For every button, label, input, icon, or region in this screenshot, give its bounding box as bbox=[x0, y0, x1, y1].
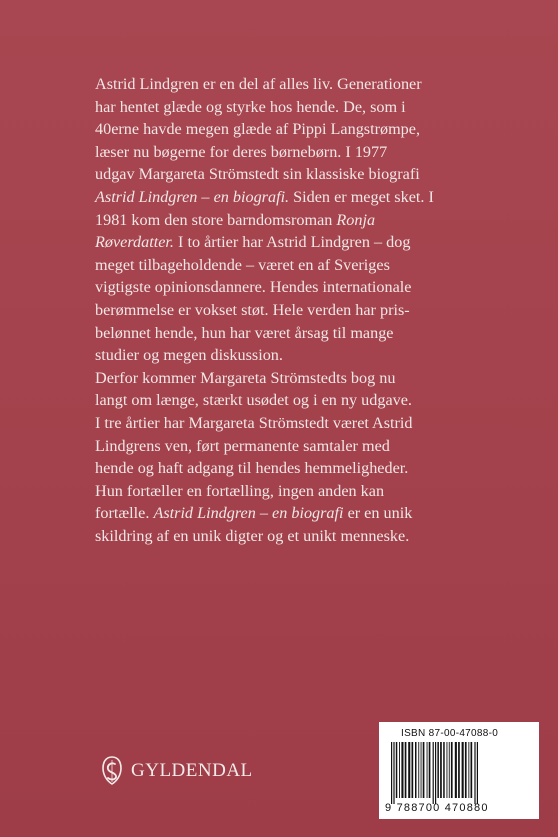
barcode-bar bbox=[455, 742, 457, 798]
ean-number: 9 788700 470880 bbox=[385, 802, 489, 814]
novel-title-italic: Ronja bbox=[336, 210, 376, 229]
barcode-bar bbox=[393, 742, 394, 804]
blurb-text: Siden er meget sket. I bbox=[289, 187, 434, 206]
blurb-line: Astrid Lindgren er en del af alles liv. Generationer bbox=[95, 75, 422, 93]
blurb-line bbox=[95, 231, 495, 254]
back-cover-blurb bbox=[95, 73, 495, 547]
barcode-bar bbox=[423, 742, 425, 798]
barcode-bar bbox=[468, 742, 469, 798]
publisher-logo bbox=[101, 756, 253, 786]
barcode-bar bbox=[435, 742, 436, 804]
book-title-italic: Astrid Lindgren – en biografi bbox=[153, 504, 344, 523]
blurb-line bbox=[95, 209, 495, 232]
barcode-bar bbox=[427, 742, 428, 798]
barcode-bar bbox=[433, 742, 434, 804]
blurb-line: har hentet glæde og styrke hos hende. De, som i bbox=[95, 97, 406, 116]
barcode-bar bbox=[399, 742, 400, 798]
barcode-bar bbox=[465, 742, 467, 798]
barcode-bar bbox=[412, 742, 414, 798]
gyldendal-logo-icon bbox=[101, 756, 123, 786]
barcode-bars bbox=[385, 742, 533, 804]
isbn-label: ISBN 87-00-47088-0 bbox=[401, 728, 499, 739]
blurb-line: studier og megen diskussion. bbox=[95, 346, 283, 365]
barcode-bar bbox=[458, 742, 460, 798]
blurb-line: 40erne havde megen glæde af Pippi Langstrømpe, bbox=[95, 120, 421, 139]
barcode-bar bbox=[443, 742, 445, 798]
blurb-line: Derfor kommer Margareta Strömstedts bog nu bbox=[95, 368, 396, 387]
barcode-bar bbox=[408, 742, 410, 798]
blurb-line: Hun fortæller en fortælling, ingen anden kan bbox=[95, 481, 385, 500]
barcode-bar bbox=[401, 742, 403, 798]
blurb-line: berømmelse er vokset støt. Hele verden har pris- bbox=[95, 300, 410, 319]
barcode-bar bbox=[471, 742, 473, 798]
barcode-bar bbox=[391, 742, 392, 804]
isbn-barcode bbox=[379, 722, 539, 819]
book-title-italic: Astrid Lindgren – en biografi. bbox=[95, 187, 290, 206]
novel-title-italic: Røverdatter. bbox=[95, 233, 174, 252]
barcode-bar bbox=[449, 742, 450, 798]
blurb-line: meget tilbageholdende – været en af Sveriges bbox=[95, 255, 390, 274]
blurb-line bbox=[95, 502, 495, 525]
barcode-bar bbox=[437, 742, 439, 798]
blurb-text: 1981 kom den store barndomsroman bbox=[95, 210, 337, 229]
barcode-bar bbox=[418, 742, 419, 798]
barcode-bar bbox=[396, 742, 398, 798]
blurb-line: skildring af en unik digter og et unikt menneske. bbox=[95, 526, 410, 545]
barcode-bar bbox=[447, 742, 448, 798]
blurb-line bbox=[95, 186, 495, 209]
blurb-line: hende og haft adgang til hendes hemmeligheder. bbox=[95, 459, 409, 478]
blurb-text: I to årtier har Astrid Lindgren – dog bbox=[173, 233, 411, 252]
blurb-line: I tre årtier har Margareta Strömstedt været Astrid bbox=[95, 413, 413, 432]
barcode-bar bbox=[451, 742, 453, 798]
barcode-bar bbox=[474, 742, 475, 804]
blurb-text: er en unik bbox=[343, 504, 413, 523]
barcode-bar bbox=[440, 742, 442, 798]
publisher-name: GYLDENDAL bbox=[131, 760, 253, 781]
barcode-bar bbox=[415, 742, 417, 798]
barcode-bar bbox=[462, 742, 464, 798]
blurb-line: læser nu bøgerne for deres børnebørn. I 1977 bbox=[95, 142, 388, 161]
barcode-bar bbox=[405, 742, 407, 798]
blurb-line: belønnet hende, hun har været årsag til mange bbox=[95, 323, 394, 342]
blurb-line: udgav Margareta Strömstedt sin klassiske biografi bbox=[95, 165, 420, 184]
barcode-bar bbox=[421, 742, 422, 798]
barcode-bar bbox=[477, 742, 478, 804]
blurb-text: fortælle. bbox=[95, 504, 154, 523]
blurb-line: langt om længe, stærkt usødet og i en ny udgave. bbox=[95, 391, 412, 410]
blurb-line: vigtigste opinionsdannere. Hendes internationale bbox=[95, 278, 412, 297]
blurb-line: Lindgrens ven, ført permanente samtaler med bbox=[95, 436, 390, 455]
barcode-bar bbox=[429, 742, 431, 798]
